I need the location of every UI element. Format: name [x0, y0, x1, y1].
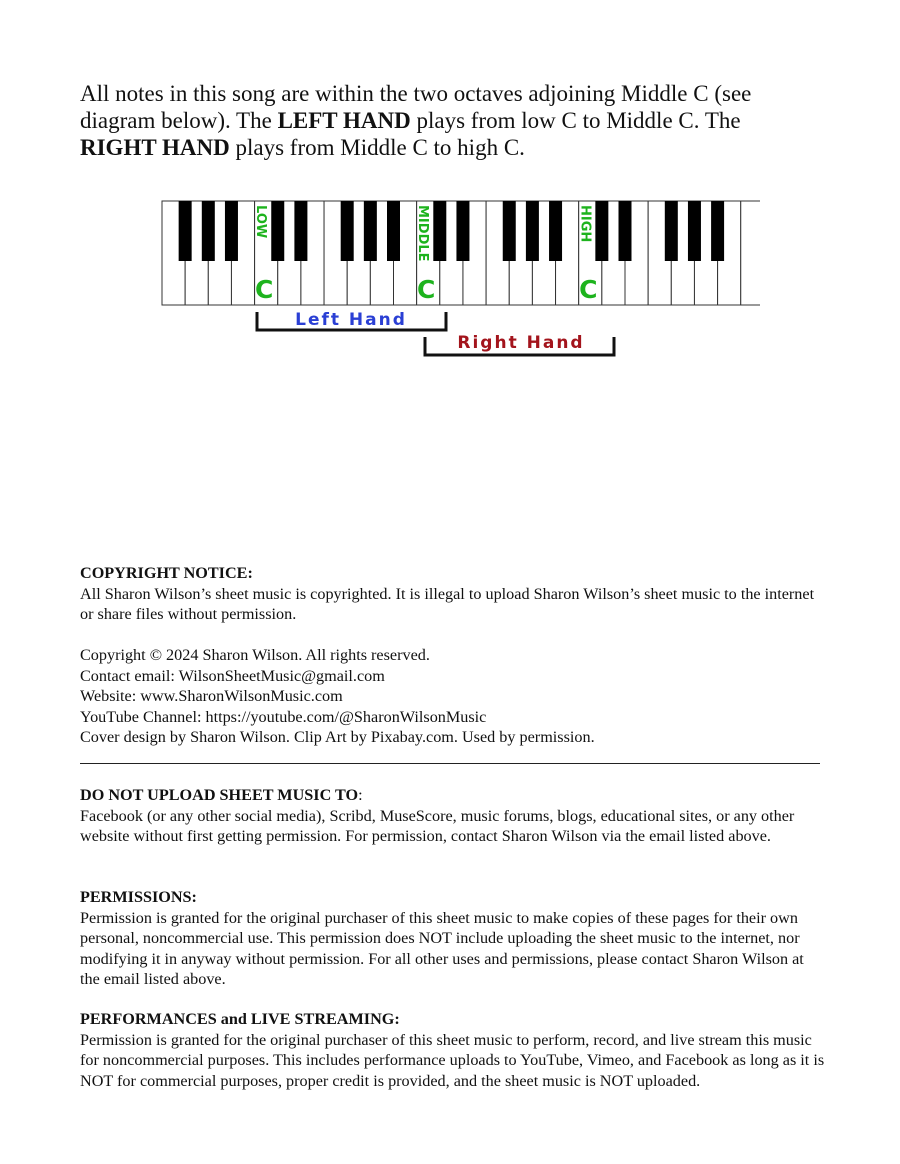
piano-keyboard-svg — [160, 200, 760, 360]
c-key-letter-label: C — [417, 275, 436, 304]
black-key — [688, 201, 701, 261]
intro-paragraph — [80, 80, 810, 161]
black-key — [456, 201, 469, 261]
black-key — [271, 201, 284, 261]
black-key — [503, 201, 516, 261]
white-key — [741, 201, 760, 305]
black-key — [202, 201, 215, 261]
black-key — [711, 201, 724, 261]
black-key — [341, 201, 354, 261]
intro-text-2: plays from low C to Middle C. The — [410, 108, 741, 133]
black-key — [364, 201, 377, 261]
black-key — [387, 201, 400, 261]
intro-right-hand: RIGHT HAND — [80, 135, 230, 160]
c-key-letter-label: C — [579, 275, 598, 304]
youtube-line: YouTube Channel: https://youtube.com/@SharonWilsonMusic — [80, 707, 487, 726]
c-key-word-label: HIGH — [577, 205, 593, 243]
intro-text-1: All notes in this song are within the two octaves adjoining Middle C (see diagram below). The — [80, 81, 752, 133]
copyright-section — [80, 563, 825, 748]
do-not-upload-body: Facebook (or any other social media), Scribd, MuseScore, music forums, blogs, educational sites, or any other website without first getting permission. For permission, contact Sharon Wilson via the email listed above. — [80, 806, 795, 845]
contact-email-line: Contact email: WilsonSheetMusic@gmail.com — [80, 666, 385, 685]
black-key — [294, 201, 307, 261]
c-key-letter-label: C — [254, 275, 274, 304]
right-hand-label: Right Hand — [457, 333, 585, 353]
black-key — [549, 201, 562, 261]
left-hand-label: Left Hand — [295, 310, 407, 330]
piano-keyboard-diagram — [160, 200, 760, 360]
black-key — [433, 201, 446, 261]
black-key — [225, 201, 238, 261]
permissions-section — [80, 887, 825, 990]
permissions-heading: PERMISSIONS: — [80, 888, 197, 906]
performances-body: Permission is granted for the original purchaser of this sheet music to perform, record, and live stream this music for noncommercial purposes. This includes performance uploads to YouTube, Vimeo, and Facebook as long as it is NOT for commercial purposes, proper credit is provided, and the sheet music is NOT uploaded. — [80, 1030, 825, 1090]
black-key — [526, 201, 539, 261]
black-key — [619, 201, 632, 261]
website-line: Website: www.SharonWilsonMusic.com — [80, 687, 343, 705]
intro-left-hand: LEFT HAND — [277, 108, 411, 133]
permissions-body: Permission is granted for the original purchaser of this sheet music to make copies of these pages for their own personal, noncommercial use. This permission does NOT include uploading the sheet music to the internet, nor modifying it in anyway without permission. For all other uses and permissions, please contact Sharon Wilson at the email listed above. — [80, 908, 804, 988]
black-key — [665, 201, 678, 261]
intro-text-3: plays from Middle C to high C. — [229, 135, 525, 160]
copyright-heading: COPYRIGHT NOTICE: — [80, 564, 253, 582]
c-key-word-label: LOW — [253, 205, 269, 239]
performances-heading: PERFORMANCES and LIVE STREAMING: — [80, 1010, 400, 1028]
cover-design-line: Cover design by Sharon Wilson. Clip Art by Pixabay.com. Used by permission. — [80, 728, 595, 746]
do-not-upload-section — [80, 785, 825, 847]
do-not-upload-heading: DO NOT UPLOAD SHEET MUSIC TO — [80, 786, 359, 804]
black-key — [595, 201, 608, 261]
black-key — [179, 201, 192, 261]
copyright-body: All Sharon Wilson’s sheet music is copyrighted. It is illegal to upload Sharon Wilson’s sheet music to the internet or share files without permission. — [80, 584, 815, 623]
divider — [80, 763, 820, 764]
performances-section — [80, 1009, 825, 1091]
copyright-line: Copyright © 2024 Sharon Wilson. All rights reserved. — [80, 646, 430, 664]
c-key-word-label: MIDDLE — [415, 205, 431, 262]
do-not-upload-colon: : — [358, 786, 363, 804]
